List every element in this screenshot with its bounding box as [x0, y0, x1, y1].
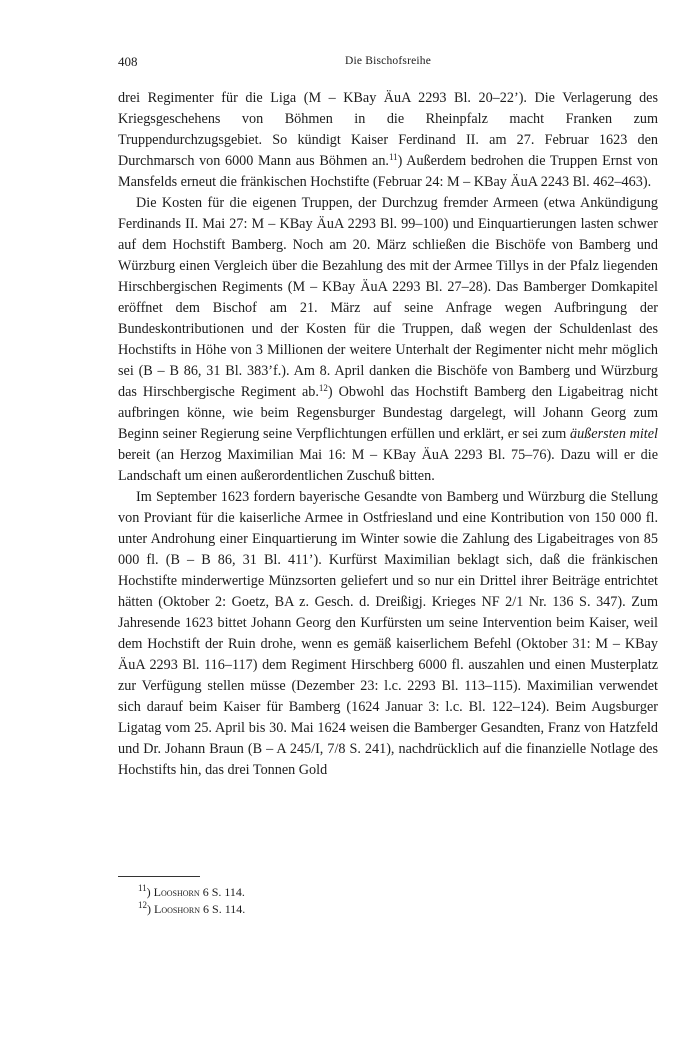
footnote-reference: 6 S. 114.	[202, 885, 245, 899]
footnote-number: 11	[138, 883, 147, 893]
footnote-12: $^{12}$) Looshorn 6 S. 114.	[138, 900, 246, 916]
page-number: 408	[118, 54, 138, 69]
main-text	[118, 88, 658, 781]
quoted-phrase: äußersten mitel	[569, 426, 658, 442]
footnote-author: Looshorn	[153, 885, 200, 899]
running-head: Die Bischofsreihe	[344, 55, 432, 67]
paragraph-2-text-c: bereit (an Herzog Maximilian Mai 16: M – KBay ÄuA 2293 Bl. 75–76). Dazu will er die Landschaft um einen außerordentlichen Zuschuß bitten.	[118, 447, 658, 484]
footnote-11: $^{11}$) Looshorn 6 S. 114.	[138, 883, 245, 899]
paragraph-2-text-b: ) Obwohl das Hochstift Bamberg den Ligabeitrag nicht aufbringen könne, wie beim Regensburger Bundestag dargelegt, will Johann Georg zum Beginn seiner Regierung seine Verpflichtungen erfüllen und erklärt, er sei zum	[118, 384, 658, 442]
paragraph-2-text-a: Die Kosten für die eigenen Truppen, der Durchzug fremder Armeen (etwa Ankündigung Ferdinands II. Mai 27: M – KBay ÄuA 2293 Bl. 99–100) und Einquartierungen lasten schwer auf dem Hochstift Bamberg. Noch am 20. März schließen die Bischöfe von Bamberg und Würzburg einen Vergleich über die Bezahlung des mit der Armee Tillys in der Pfalz liegenden Hirschbergischen Regiments (M – KBay ÄuA 2293 Bl. 27–28). Das Bamberger Domkapitel eröffnet dem Bischof am 21. März auf seine Anfrage wegen Aufbringung der Bundeskontributionen und der Kosten für die Truppen, daß wegen der Schuldenlast des Hochstifts in Höhe von 3 Millionen der weitere Unterhalt der Regimenter nicht mehr möglich sei (B – B 86, 31 Bl. 383’f.). Am 8. April danken die Bischöfe von Bamberg und Würzburg das Hirschbergische Regiment ab.	[118, 195, 658, 400]
footnote-ref-12[interactable]: 12	[318, 383, 328, 393]
footnotes	[138, 884, 658, 918]
page-header	[118, 54, 658, 72]
paragraph-3: Im September 1623 fordern bayerische Gesandte von Bamberg und Würzburg die Stellung von Proviant für die kaiserliche Armee in Ostfriesland und eine Kontribution von 150 000 fl. unter Androhung einer Einquartierung im Winter sowie die Zahlung des Ligabeitrages von 85 000 fl. (B – B 86, 31 Bl. 411’). Kurfürst Maximilian beklagt sich, daß die fränkischen Hochstifte minderwertige Münzsorten geliefert und so nur ein Drittel ihrer Beiträge entrichtet hätten (Oktober 2: Goetz, BA z. Gesch. d. Dreißigj. Krieges NF 2/1 Nr. 136 S. 347). Zum Jahresende 1623 bittet Johann Georg den Kurfürsten um seine Intervention beim Kaiser, weil dem Hochstift der Ruin drohe, wenn es gemäß kaiserlichem Befehl (Oktober 31: M – KBay ÄuA 2293 Bl. 116–117) dem Regiment Hirschberg 6000 fl. auszahlen und einen Musterplatz zur Verfügung stellen müsse (Dezember 23: l.c. 2293 Bl. 113–115). Maximilian verwendet sich darauf beim Kaiser für Bamberg (1624 Januar 3: l.c. Bl. 122–124). Beim Augsburger Ligatag vom 25. April bis 30. Mai 1624 weisen die Bamberger Gesandten, Franz von Hatzfeld und Dr. Johann Braun (B – A 245/I, 7/8 S. 241), nachdrücklich auf die finanzielle Notlage des Hochstifts hin, das drei Tonnen Gold	[118, 489, 658, 778]
footnote-number: 12	[138, 900, 147, 910]
footnote-divider	[118, 876, 200, 877]
footnote-ref-11[interactable]: 11	[388, 152, 398, 162]
footnote-author: Looshorn	[154, 902, 201, 916]
footnote-reference: 6 S. 114.	[203, 902, 246, 916]
paragraph-2	[118, 193, 658, 487]
paragraph-1	[118, 88, 658, 193]
paragraph-1-text-b: ) Außerdem bedrohen die Truppen Ernst von Mansfelds erneut die fränkischen Hochstifte (Februar 24: M – KBay ÄuA 2243 Bl. 462–463).	[118, 153, 659, 190]
paragraph-1-text-a: drei Regimenter für die Liga (M – KBay ÄuA 2293 Bl. 20–22’). Die Verlagerung des Kriegsgeschehens von Böhmen in die Rheinpfalz macht Franken zum Truppendurchzugsgebiet. So kündigt Kaiser Ferdinand II. am 27. Februar 1623 den Durchmarsch von 6000 Mann aus Böhmen an.	[118, 90, 658, 169]
